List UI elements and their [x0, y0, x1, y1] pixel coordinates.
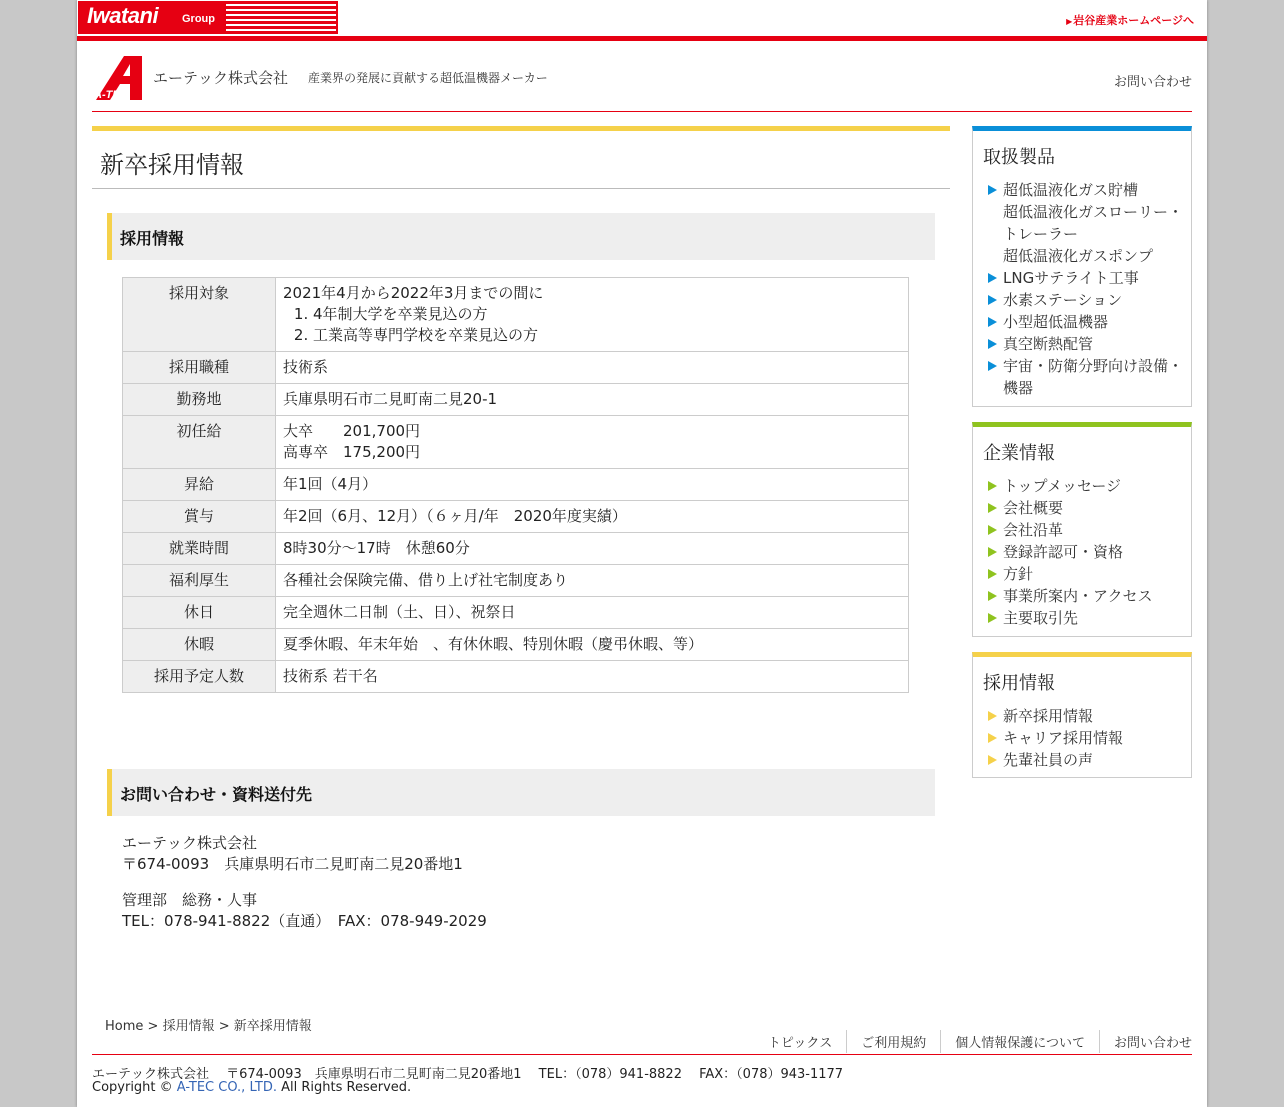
- row-value: [276, 416, 909, 469]
- page-title-box: [92, 126, 950, 189]
- arrow-right-icon: ▶: [1066, 17, 1073, 26]
- contact-company-block: [122, 833, 487, 875]
- row-label: 福利厚生: [123, 565, 276, 597]
- recruit-section-title: 採用情報: [120, 229, 185, 248]
- sidebar-products-list: [973, 179, 1191, 399]
- sidebar-item-label: 主要取引先: [1003, 609, 1079, 627]
- main-content: [92, 126, 950, 930]
- contact-dept-block: [122, 890, 487, 932]
- sidebar-company: [972, 422, 1192, 637]
- sidebar-item-products[interactable]: [988, 311, 1191, 333]
- row-value: 各種社会保険完備、借り上げ社宅制度あり: [276, 565, 909, 597]
- sidebar-item-label: トップメッセージ: [1003, 477, 1122, 495]
- breadcrumb-recruit[interactable]: 採用情報: [162, 1019, 215, 1034]
- sidebar-item-products[interactable]: [988, 245, 1191, 267]
- triangle-bullet-icon: [988, 711, 997, 721]
- triangle-bullet-icon: [988, 185, 997, 195]
- sidebar-item-company[interactable]: [988, 585, 1191, 607]
- triangle-bullet-icon: [988, 733, 997, 743]
- triangle-bullet-icon: [988, 613, 997, 623]
- row-value-text: 2021年4月から2022年3月までの間に: [283, 284, 544, 302]
- triangle-bullet-icon: [988, 755, 997, 765]
- sidebar-item-label: 小型超低温機器: [1003, 313, 1109, 331]
- row-value: 完全週休二日制（土、日）、祝祭日: [276, 597, 909, 629]
- sidebar-item-products[interactable]: [988, 289, 1191, 311]
- copyright-suffix: All Rights Reserved.: [281, 1080, 412, 1095]
- row-value: 技術系 若干名: [276, 661, 909, 693]
- sidebar-item-label: 真空断熱配管: [1003, 335, 1094, 353]
- table-row: [123, 352, 909, 384]
- salary-university: 大卒 201,700円: [283, 422, 421, 440]
- footer-link-terms[interactable]: ご利用規約: [846, 1030, 940, 1053]
- copyright: [92, 1080, 411, 1095]
- row-value: [276, 278, 909, 352]
- table-row: [123, 501, 909, 533]
- breadcrumb-home[interactable]: Home: [105, 1019, 144, 1034]
- sidebar-item-recruit[interactable]: [988, 705, 1191, 727]
- breadcrumb-separator: >: [147, 1019, 159, 1034]
- sidebar-item-products[interactable]: [988, 201, 1191, 245]
- sidebar-item-label: 超低温液化ガス貯槽: [1003, 181, 1139, 199]
- iwatani-group-logo[interactable]: [78, 1, 338, 34]
- sidebar-products: [972, 126, 1192, 407]
- contact-dept: 管理部 総務・人事: [122, 891, 258, 909]
- triangle-bullet-icon: [988, 547, 997, 557]
- footer-link-contact[interactable]: お問い合わせ: [1099, 1030, 1192, 1053]
- row-label: 採用予定人数: [123, 661, 276, 693]
- list-item: 2. 工業高等専門学校を卒業見込の方: [313, 325, 901, 346]
- list-item: 1. 4年制大学を卒業見込の方: [313, 304, 901, 325]
- row-label: 賞与: [123, 501, 276, 533]
- triangle-bullet-icon: [988, 503, 997, 513]
- triangle-bullet-icon: [988, 591, 997, 601]
- triangle-bullet-icon: [988, 273, 997, 283]
- table-row: [123, 278, 909, 352]
- footer-link-topics[interactable]: トピックス: [767, 1036, 833, 1051]
- sidebar-item-recruit[interactable]: [988, 727, 1191, 749]
- sidebar-item-products[interactable]: [988, 333, 1191, 355]
- sidebar-item-company[interactable]: [988, 475, 1191, 497]
- sidebar-item-products[interactable]: [988, 355, 1191, 399]
- sidebar-item-products[interactable]: [988, 179, 1191, 201]
- sidebar-item-label: 事業所案内・アクセス: [1003, 587, 1153, 605]
- sidebar-item-label: 先輩社員の声: [1003, 751, 1094, 769]
- row-value: 夏季休暇、年末年始 、有休休暇、特別休暇（慶弔休暇、等）: [276, 629, 909, 661]
- row-value: 8時30分～17時 休憩60分: [276, 533, 909, 565]
- row-label: 昇給: [123, 469, 276, 501]
- row-label: 休日: [123, 597, 276, 629]
- sidebar-item-company[interactable]: [988, 519, 1191, 541]
- target-list: [283, 304, 901, 346]
- recruit-table: [122, 277, 909, 693]
- contact-section-header: [107, 769, 935, 816]
- logo-stripes: [226, 4, 336, 32]
- table-row: [123, 533, 909, 565]
- row-value: 兵庫県明石市二見町南二見20-1: [276, 384, 909, 416]
- page-title: 新卒採用情報: [100, 151, 244, 179]
- contact-section-title: お問い合わせ・資料送付先: [120, 785, 313, 804]
- table-row: [123, 661, 909, 693]
- contact-company: エーテック株式会社: [122, 834, 258, 852]
- sidebar-item-label: 新卒採用情報: [1003, 707, 1094, 725]
- row-value: 年2回（6月、12月）（６ヶ月/年 2020年度実績）: [276, 501, 909, 533]
- contact-info: [122, 833, 487, 947]
- sidebar-company-title: 企業情報: [983, 443, 1055, 464]
- row-label: 休暇: [123, 629, 276, 661]
- sidebar-item-label: 方針: [1003, 565, 1034, 583]
- table-row: [123, 597, 909, 629]
- sidebar-item-company[interactable]: [988, 563, 1191, 585]
- iwatani-home-link[interactable]: [1066, 12, 1194, 28]
- table-row: [123, 416, 909, 469]
- breadcrumb-separator: >: [218, 1019, 230, 1034]
- company-name: エーテック株式会社: [153, 69, 289, 87]
- sidebar-item-company[interactable]: [988, 497, 1191, 519]
- breadcrumb-current: 新卒採用情報: [233, 1019, 312, 1034]
- sidebar-item-recruit[interactable]: [988, 749, 1191, 771]
- table-row: [123, 629, 909, 661]
- contact-phone: TEL：078-941-8822（直通） FAX：078-949-2029: [122, 912, 487, 930]
- sidebar-item-label: 登録許認可・資格: [1003, 543, 1124, 561]
- row-label: 就業時間: [123, 533, 276, 565]
- triangle-bullet-icon: [988, 295, 997, 305]
- sidebar-item-label: 水素ステーション: [1003, 291, 1123, 309]
- sidebar-item-label: 超低温液化ガスポンプ: [1003, 247, 1154, 265]
- footer-address: エーテック株式会社 〒674-0093 兵庫県明石市二見町南二見20番地1 TEL：（078）941-8822 FAX：（078）943-1177: [92, 1067, 844, 1082]
- sidebar-item-company[interactable]: [988, 541, 1191, 563]
- triangle-bullet-icon: [988, 481, 997, 491]
- contact-address: 〒674-0093 兵庫県明石市二見町南二見20番地1: [122, 855, 463, 873]
- breadcrumb: [105, 1015, 312, 1034]
- header-contact-link[interactable]: お問い合わせ: [1113, 75, 1192, 90]
- sidebar-item-company[interactable]: [988, 607, 1191, 629]
- site-header: [92, 41, 1192, 112]
- sidebar-item-label: 超低温液化ガスローリー・トレーラー: [1003, 203, 1184, 243]
- table-row: [123, 384, 909, 416]
- copyright-company: A-TEC CO., LTD.: [176, 1080, 277, 1095]
- footer-divider: [92, 1054, 1192, 1055]
- atec-logo-icon[interactable]: [92, 56, 144, 100]
- sidebar-recruit-title: 採用情報: [983, 673, 1055, 694]
- salary-technical-college: 高専卒 175,200円: [283, 443, 421, 461]
- row-label: 初任給: [123, 416, 276, 469]
- table-row: [123, 469, 909, 501]
- sidebar-recruit-list: [973, 705, 1191, 771]
- triangle-bullet-icon: [988, 525, 997, 535]
- sidebar-item-label: LNGサテライト工事: [1003, 269, 1139, 287]
- sidebar-company-list: [973, 475, 1191, 629]
- iwatani-logo-word: Iwatani: [87, 3, 159, 28]
- row-label: 採用対象: [123, 278, 276, 352]
- footer-link-privacy[interactable]: 個人情報保護について: [940, 1030, 1099, 1053]
- triangle-bullet-icon: [988, 569, 997, 579]
- row-value: 技術系: [276, 352, 909, 384]
- atec-logo-text: A-TEC: [94, 89, 128, 100]
- triangle-bullet-icon: [988, 317, 997, 327]
- footer-links: [754, 1030, 1192, 1053]
- iwatani-topbar: [77, 0, 1207, 36]
- sidebar-item-products[interactable]: [988, 267, 1191, 289]
- triangle-bullet-icon: [988, 361, 997, 371]
- sidebar-item-label: 宇宙・防衛分野向け設備・機器: [1003, 357, 1184, 397]
- row-value: 年1回（4月）: [276, 469, 909, 501]
- sidebar-item-label: 会社沿革: [1003, 521, 1064, 539]
- row-label: 採用職種: [123, 352, 276, 384]
- page: [77, 0, 1207, 1107]
- triangle-bullet-icon: [988, 339, 997, 349]
- row-label: 勤務地: [123, 384, 276, 416]
- sidebar-recruit: [972, 652, 1192, 778]
- copyright-prefix: Copyright ©: [92, 1080, 173, 1095]
- sidebar-item-label: 会社概要: [1003, 499, 1064, 517]
- iwatani-logo-group: Group: [182, 13, 215, 25]
- tagline: 産業界の発展に貢献する超低温機器メーカー: [308, 71, 548, 85]
- sidebar-products-title: 取扱製品: [983, 147, 1055, 168]
- table-row: [123, 565, 909, 597]
- iwatani-home-link-label: 岩谷産業ホームページへ: [1073, 14, 1194, 27]
- sidebar-item-label: キャリア採用情報: [1003, 729, 1124, 747]
- recruit-section-header: [107, 213, 935, 260]
